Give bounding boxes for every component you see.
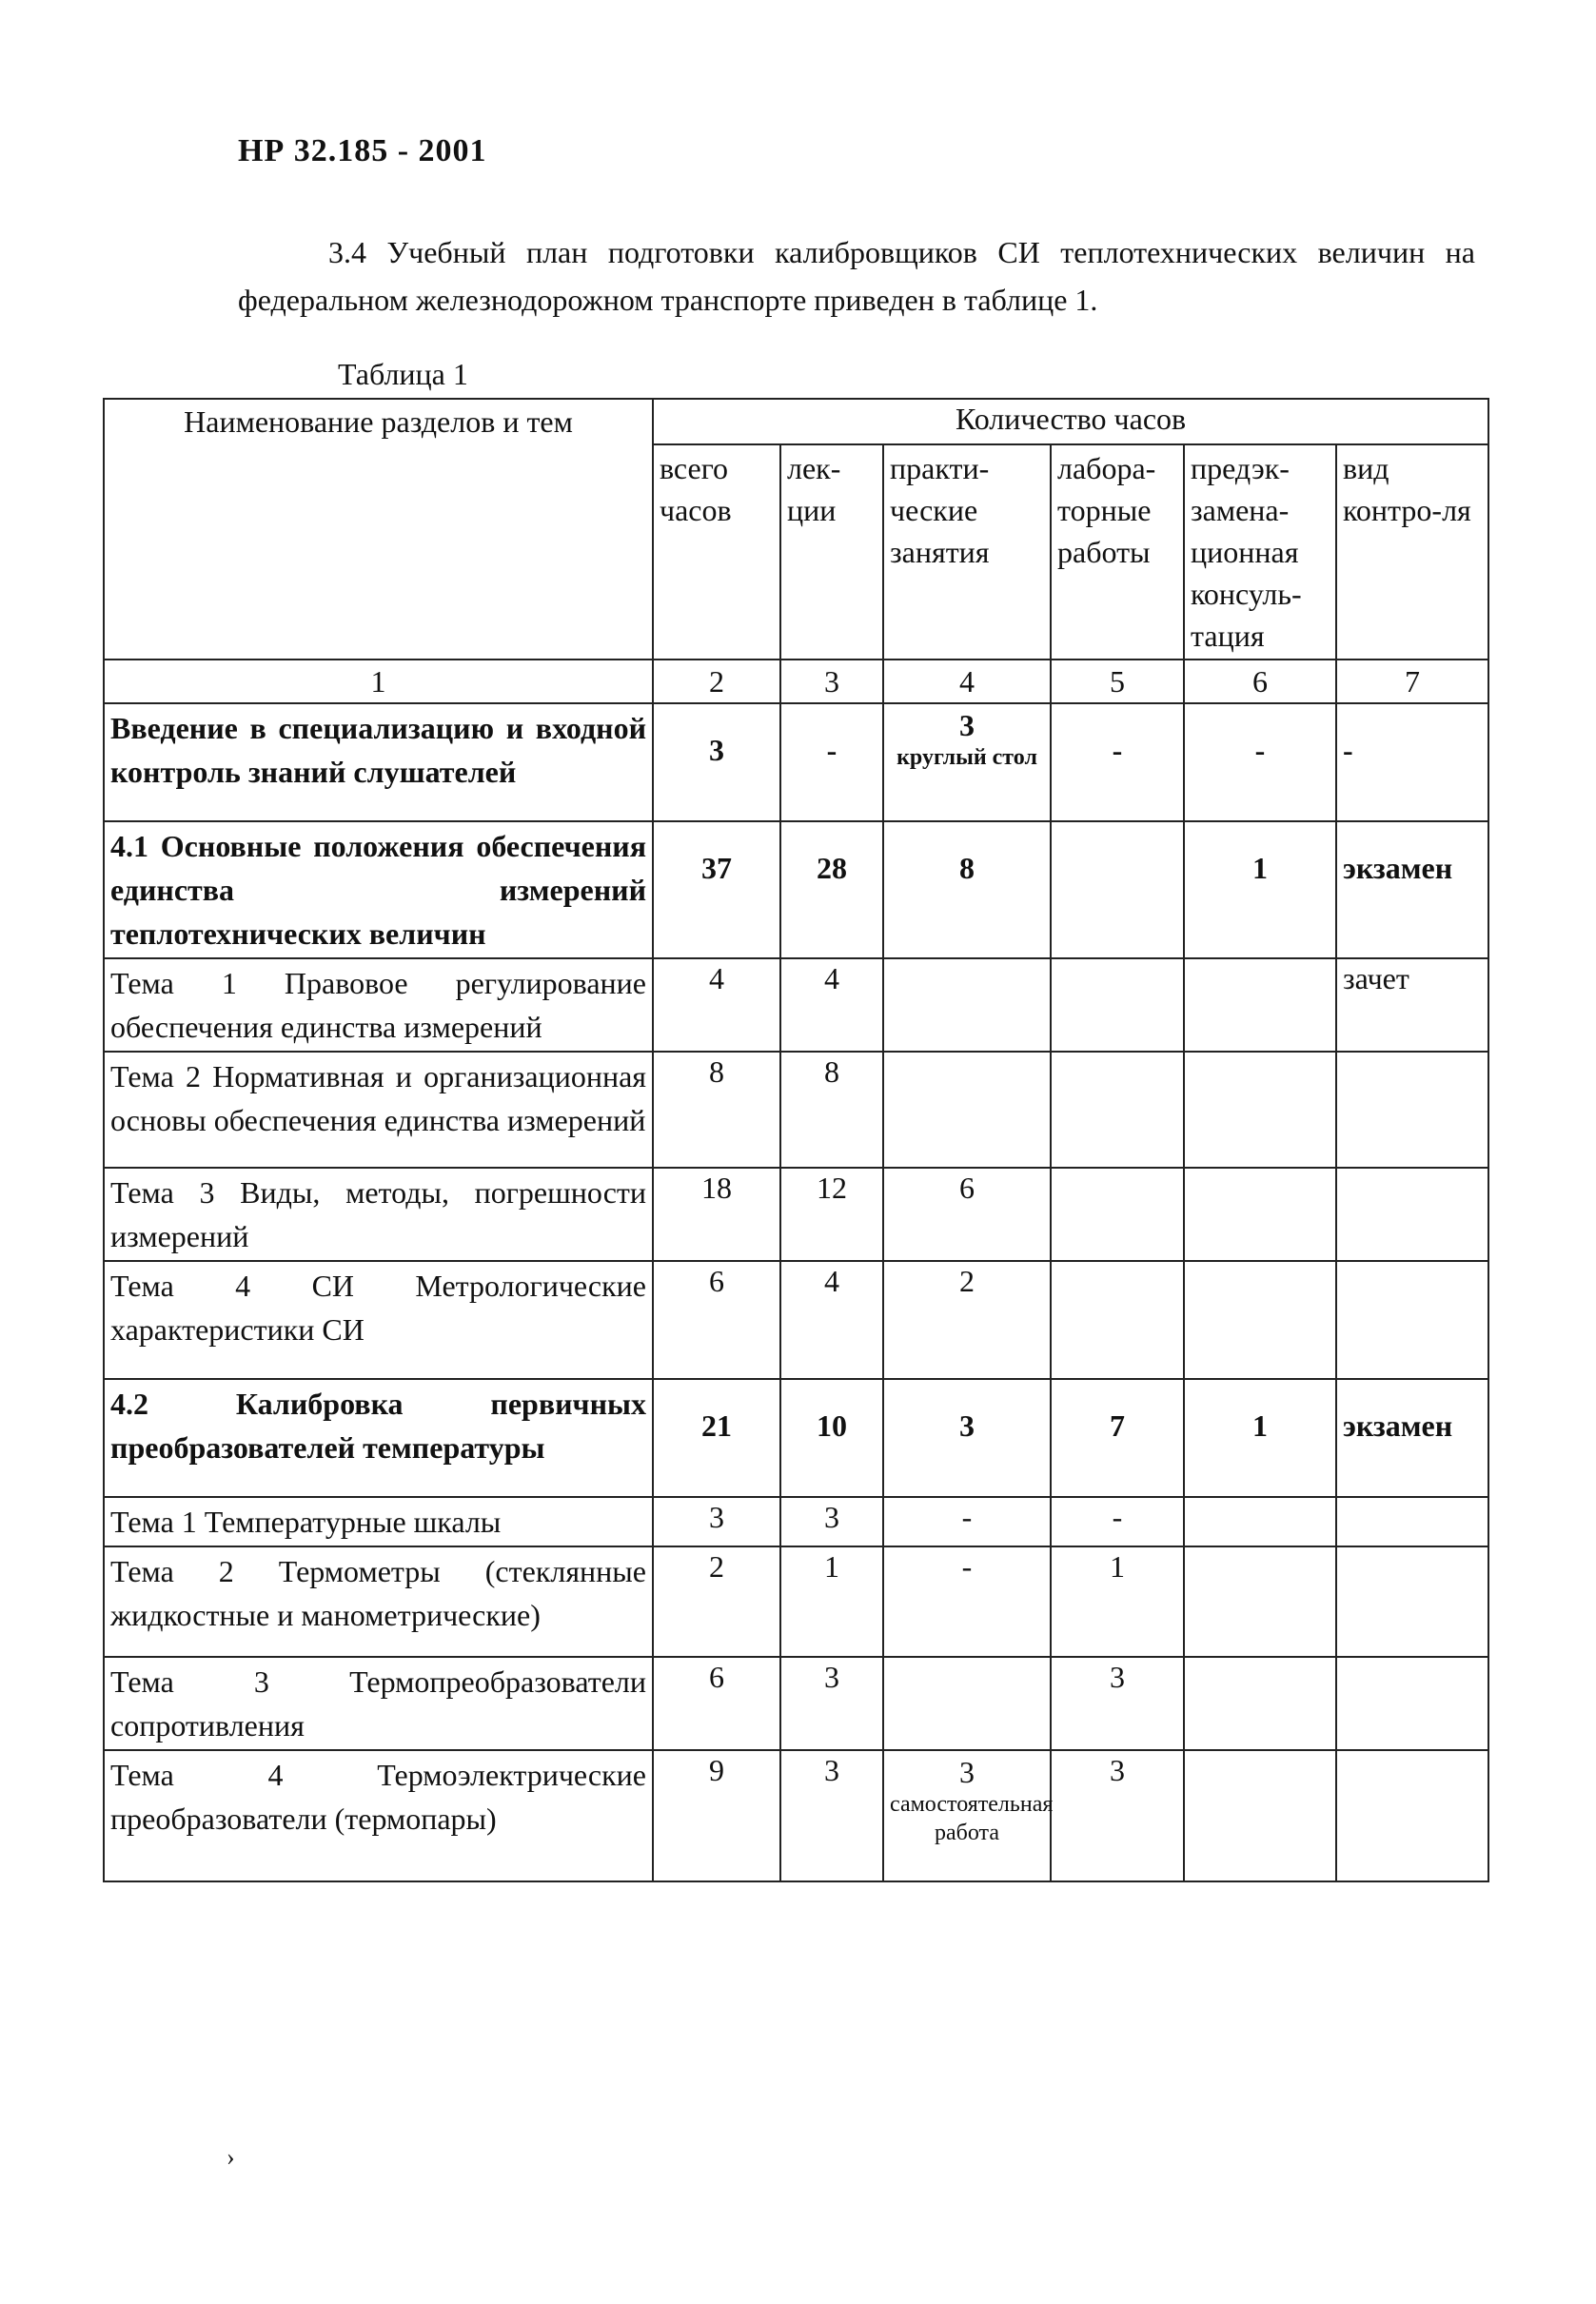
cell-control-value: - (1343, 733, 1353, 767)
col-number: 1 (104, 660, 653, 703)
cell-lectures (780, 1750, 883, 1881)
cell-total (653, 1168, 780, 1261)
cell-practice (883, 1750, 1054, 1881)
row-name: Тема 1 Правовое регулирование обеспечения единства измерений (104, 958, 653, 1052)
cell-total (653, 958, 780, 1052)
cell-labs (1051, 1379, 1184, 1497)
table-row (104, 1379, 1488, 1497)
col-number: 7 (1336, 660, 1488, 703)
header-lectures: лек-ции (780, 444, 883, 660)
table-row (104, 1750, 1488, 1881)
table-row (104, 1497, 1488, 1546)
cell-labs (1051, 703, 1184, 821)
cell-labs (1051, 1052, 1184, 1168)
cell-lectures-value: - (826, 733, 837, 767)
table-row (104, 1546, 1488, 1657)
cell-lectures (780, 1379, 883, 1497)
table-caption: Таблица 1 (338, 357, 468, 391)
cell-lectures-value: 3 (824, 1753, 839, 1787)
cell-control (1336, 821, 1488, 958)
cell-lectures (780, 1657, 883, 1750)
cell-control-value: экзамен (1343, 1408, 1453, 1443)
cell-total-value: 8 (709, 1054, 724, 1089)
column-numbers-row (104, 660, 1488, 703)
cell-control (1336, 1379, 1488, 1497)
cell-control (1336, 1497, 1488, 1546)
col-number: 2 (653, 660, 780, 703)
cell-total-value: 37 (701, 851, 732, 885)
cell-control (1336, 1261, 1488, 1379)
header-name: Наименование разделов и тем (104, 399, 653, 660)
table-row (104, 821, 1488, 958)
cell-practice-value: 2 (959, 1264, 975, 1298)
cell-labs-value: - (1112, 733, 1123, 767)
cell-practice-value: - (961, 1549, 973, 1584)
header-hours-group: Количество часов (653, 399, 1488, 444)
cell-control (1336, 1546, 1488, 1657)
header-consult: предэк-замена-ционная консуль-тация (1184, 444, 1336, 660)
row-name: Тема 3 Виды, методы, погрешности измерений (104, 1168, 653, 1261)
header-total: всего часов (653, 444, 780, 660)
header-labs: лабора-торные работы (1051, 444, 1184, 660)
cell-practice (883, 1379, 1051, 1497)
cell-consult (1184, 1261, 1336, 1379)
cell-total-value: 3 (709, 1500, 724, 1534)
cell-total (653, 1052, 780, 1168)
cell-labs (1051, 821, 1184, 958)
table-row (104, 958, 1488, 1052)
cell-total (653, 1546, 780, 1657)
cell-lectures-value: 3 (824, 1500, 839, 1534)
cell-practice (883, 1497, 1051, 1546)
cell-lectures-value: 8 (824, 1054, 839, 1089)
cell-consult (1184, 1052, 1336, 1168)
cell-lectures (780, 958, 883, 1052)
table-row (104, 1657, 1488, 1750)
table-row (104, 1052, 1488, 1168)
cell-consult (1184, 1379, 1336, 1497)
cell-total (653, 1261, 780, 1379)
cell-lectures (780, 703, 883, 821)
table-row (104, 1261, 1488, 1379)
cell-practice (883, 1168, 1051, 1261)
cell-labs-value: 3 (1110, 1753, 1125, 1787)
cell-labs (1051, 1497, 1184, 1546)
cell-practice-value: 6 (959, 1171, 975, 1205)
row-name: Введение в специализацию и входной контроль знаний слушателей (104, 703, 653, 821)
intro-text: 3.4 Учебный план подготовки калибровщиков СИ теплотехнических величин на федеральном железнодорожном транспорте приведен в таблице 1. (238, 235, 1475, 317)
cell-control-value: экзамен (1343, 851, 1453, 885)
cell-practice (883, 1261, 1051, 1379)
cell-lectures-value: 1 (824, 1549, 839, 1584)
intro-paragraph (238, 228, 1475, 324)
table-row (104, 1168, 1488, 1261)
cell-consult-value: - (1254, 733, 1266, 767)
cell-control (1336, 1657, 1488, 1750)
cell-consult (1184, 1750, 1336, 1881)
cell-consult (1184, 821, 1336, 958)
row-name: Тема 2 Термометры (стеклянные жидкостные и манометрические) (104, 1546, 653, 1657)
cell-consult (1184, 958, 1336, 1052)
practice-note: круглый стол (897, 745, 1037, 770)
cell-labs-value: - (1112, 1500, 1123, 1534)
cell-total (653, 703, 780, 821)
cell-consult (1184, 1657, 1336, 1750)
cell-total-value: 18 (701, 1171, 732, 1205)
cell-control (1336, 958, 1488, 1052)
cell-consult (1184, 1497, 1336, 1546)
header-control: вид контро-ля (1336, 444, 1488, 660)
cell-total-value: 4 (709, 961, 724, 995)
cell-total (653, 1657, 780, 1750)
cell-practice (883, 703, 1051, 821)
cell-total-value: 6 (709, 1660, 724, 1694)
cell-lectures-value: 4 (824, 1264, 839, 1298)
header-practice: практи-ческие занятия (883, 444, 1051, 660)
document-code: НР 32.185 - 2001 (238, 133, 487, 168)
study-plan-table (103, 398, 1489, 1882)
cell-consult (1184, 1168, 1336, 1261)
cell-practice-value: 3 (959, 1408, 975, 1443)
cell-practice-value: 3 (959, 1755, 975, 1789)
cell-practice (883, 1052, 1051, 1168)
col-number: 4 (883, 660, 1051, 703)
cell-labs-value: 3 (1110, 1660, 1125, 1694)
cell-control (1336, 1168, 1488, 1261)
row-name: Тема 4 Термоэлектрические преобразователи (термопары) (104, 1750, 653, 1881)
cell-labs (1051, 1546, 1184, 1657)
cell-lectures-value: 10 (817, 1408, 847, 1443)
cell-lectures (780, 1497, 883, 1546)
table-body (104, 703, 1488, 1881)
cell-labs-value: 7 (1110, 1408, 1125, 1443)
cell-labs (1051, 1261, 1184, 1379)
cell-practice (883, 821, 1051, 958)
row-name: Тема 3 Термопреобразователи сопротивления (104, 1657, 653, 1750)
cell-control (1336, 1052, 1488, 1168)
cell-total (653, 1497, 780, 1546)
cell-total (653, 821, 780, 958)
cell-lectures-value: 28 (817, 851, 847, 885)
cell-practice (883, 958, 1051, 1052)
cell-practice-value: 8 (959, 851, 975, 885)
cell-total-value: 2 (709, 1549, 724, 1584)
cell-practice-value: - (961, 1500, 973, 1534)
cell-lectures-value: 4 (824, 961, 839, 995)
cell-consult (1184, 703, 1336, 821)
cell-lectures-value: 3 (824, 1660, 839, 1694)
row-name: Тема 1 Температурные шкалы (104, 1497, 653, 1546)
col-number: 3 (780, 660, 883, 703)
cell-lectures-value: 12 (817, 1171, 847, 1205)
cell-lectures (780, 1052, 883, 1168)
cell-consult (1184, 1546, 1336, 1657)
cell-total-value: 3 (709, 733, 724, 767)
cell-lectures (780, 1546, 883, 1657)
cell-total (653, 1750, 780, 1881)
cell-control (1336, 703, 1488, 821)
cell-labs (1051, 1168, 1184, 1261)
cell-lectures (780, 1168, 883, 1261)
cell-practice (883, 1657, 1051, 1750)
table-row (104, 703, 1488, 821)
cell-labs (1051, 958, 1184, 1052)
cell-total-value: 21 (701, 1408, 732, 1443)
row-name: Тема 4 СИ Метрологические характеристики СИ (104, 1261, 653, 1379)
cell-practice (883, 1546, 1051, 1657)
row-name: 4.1 Основные положения обеспечения единства измерений теплотехнических величин (104, 821, 653, 958)
cell-consult-value: 1 (1252, 851, 1268, 885)
row-name: 4.2 Калибровка первичных преобразователей температуры (104, 1379, 653, 1497)
cell-total (653, 1379, 780, 1497)
cell-total-value: 9 (709, 1753, 724, 1787)
cell-labs (1051, 1750, 1184, 1881)
cell-control-value: зачет (1343, 961, 1409, 995)
cell-practice-value: 3 (959, 708, 975, 742)
cell-control (1336, 1750, 1488, 1881)
cell-lectures (780, 821, 883, 958)
cell-consult-value: 1 (1252, 1408, 1268, 1443)
col-number: 5 (1051, 660, 1184, 703)
page-mark: › (227, 2143, 235, 2171)
cell-total-value: 6 (709, 1264, 724, 1298)
cell-labs-value: 1 (1110, 1549, 1125, 1584)
practice-note: самостоятельная работа (890, 1792, 1054, 1845)
row-name: Тема 2 Нормативная и организационная основы обеспечения единства измерений (104, 1052, 653, 1168)
col-number: 6 (1184, 660, 1336, 703)
cell-lectures (780, 1261, 883, 1379)
cell-labs (1051, 1657, 1184, 1750)
